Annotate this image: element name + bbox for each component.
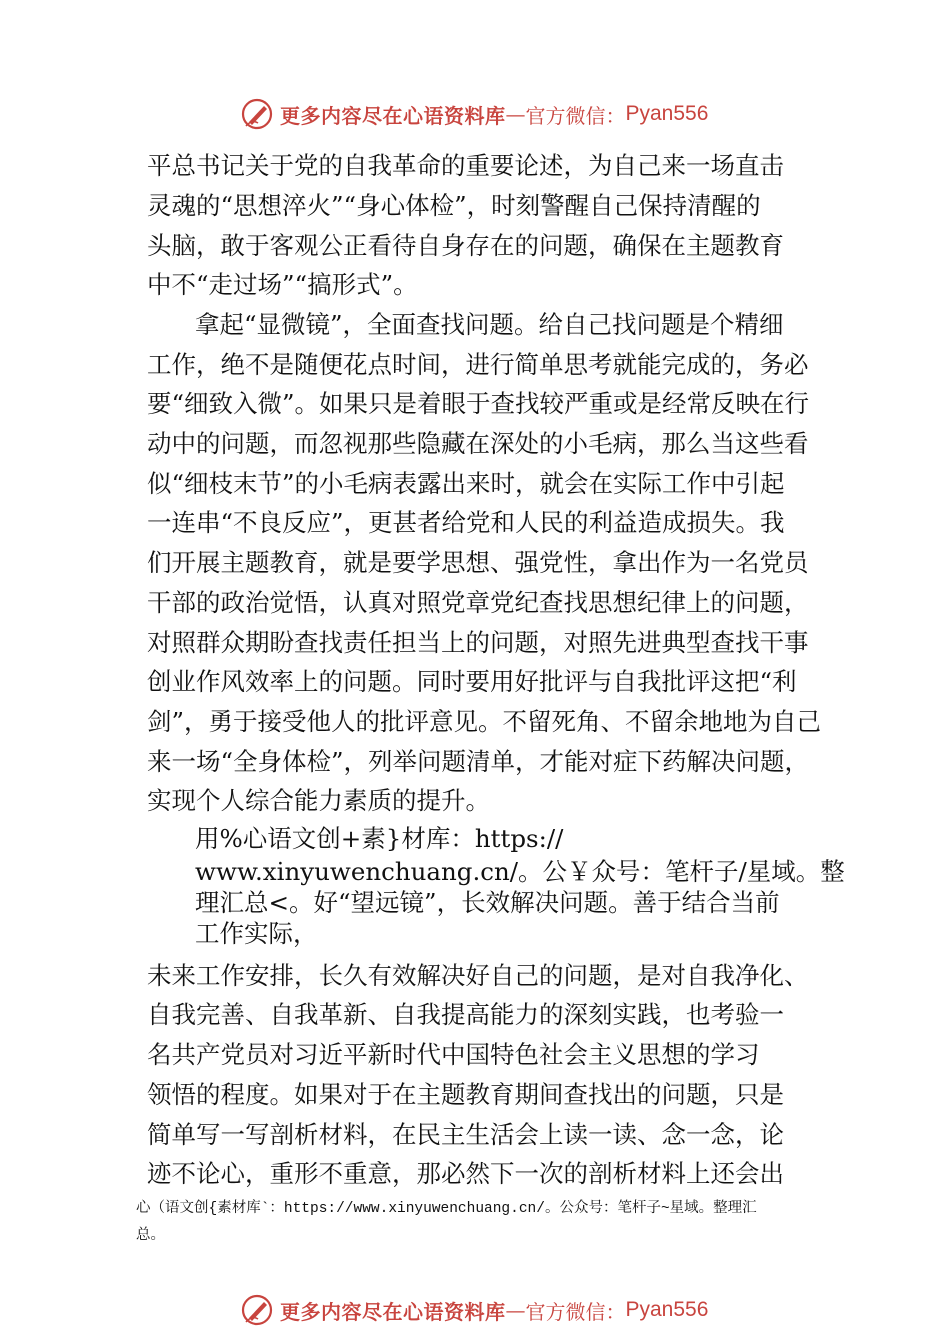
body-line: 动中的问题，而忽视那些隐藏在深处的小毛病，那么当这些看 <box>147 429 809 458</box>
banner-wechat-label: 官方微信： <box>525 103 626 128</box>
pen-logo-icon <box>240 1293 274 1327</box>
body-line: 领悟的程度。如果对于在主题教育期间查找出的问题，只是 <box>147 1080 784 1109</box>
body-line: 未来工作安排，长久有效解决好自己的问题，是对自我净化、 <box>147 961 809 990</box>
banner-wechat-label: 官方微信： <box>525 1299 626 1324</box>
body-line: 简单写一写剖析材料，在民主生活会上读一读、念一念，论 <box>147 1120 784 1149</box>
body-line: 实现个人综合能力素质的提升。 <box>147 786 490 815</box>
banner-separator: — <box>505 1298 526 1322</box>
pen-logo-icon <box>240 97 274 131</box>
body-line: 剑”，勇于接受他人的批评意见。不留死角、不留余地地为自己 <box>147 707 822 736</box>
body-line: 名共产党员对习近平新时代中国特色社会主义思想的学习 <box>147 1040 760 1069</box>
inserted-watermark-line: 工作实际， <box>195 919 318 948</box>
inserted-watermark-line: 用%心语文创+素}材库：https:// <box>195 824 564 853</box>
footer-banner <box>240 1292 760 1328</box>
body-line: 迹不论心，重形不重意，那必然下一次的剖析材料上还会出 <box>147 1159 784 1188</box>
body-line: 头脑，敢于客观公正看待自身存在的问题，确保在主题教育 <box>147 231 784 260</box>
body-line: 来一场“全身体检”，列举问题清单，才能对症下药解决问题， <box>147 747 810 776</box>
footnote-line: 总。 <box>136 1228 165 1244</box>
header-banner <box>240 96 760 132</box>
paragraph-start-line: 拿起“显微镜”，全面查找问题。给自己找问题是个精细 <box>195 310 784 339</box>
body-line: 工作，绝不是随便花点时间，进行简单思考就能完成的，务必 <box>147 350 809 379</box>
body-line: 创业作风效率上的问题。同时要用好批评与自我批评这把“利 <box>147 667 797 696</box>
footnote-line: 心（语文创{素材库`：https://www.xinyuwenchuang.cn/。公众号：笔杆子~星域。整理汇 <box>136 1201 757 1217</box>
banner-title: 更多内容尽在心语资料库 <box>280 103 506 128</box>
body-line: 平总书记关于党的自我革命的重要论述，为自己来一场直击 <box>147 151 784 180</box>
banner-wechat-id: Pyan556 <box>625 102 709 125</box>
banner-separator: — <box>505 102 526 126</box>
body-line: 中不“走过场”“搞形式”。 <box>147 270 418 299</box>
body-line: 要“细致入微”。如果只是着眼于查找较严重或是经常反映在行 <box>147 389 810 418</box>
body-line: 对照群众期盼查找责任担当上的问题，对照先进典型查找干事 <box>147 628 809 657</box>
banner-title: 更多内容尽在心语资料库 <box>280 1299 506 1324</box>
body-line: 灵魂的“思想淬火”“身心体检”，时刻警醒自己保持清醒的 <box>147 191 761 220</box>
body-line: 自我完善、自我革新、自我提高能力的深刻实践，也考验一 <box>147 1000 784 1029</box>
body-line: 似“细枝末节”的小毛病表露出来时，就会在实际工作中引起 <box>147 469 785 498</box>
footnote <box>136 1196 836 1250</box>
body-line: 们开展主题教育，就是要学思想、强党性，拿出作为一名党员 <box>147 548 809 577</box>
inserted-watermark-line: 理汇总<。好“望远镜”，长效解决问题。善于结合当前 <box>195 888 780 917</box>
body-line: 一连串“不良反应”，更甚者给党和人民的利益造成损失。我 <box>147 508 785 537</box>
banner-wechat-id: Pyan556 <box>625 1298 709 1321</box>
body-line: 干部的政治觉悟，认真对照党章党纪查找思想纪律上的问题， <box>147 588 809 617</box>
inserted-watermark-line: www.xinyuwenchuang.cn/。公￥众号：笔杆子/星域。整 <box>195 857 845 886</box>
